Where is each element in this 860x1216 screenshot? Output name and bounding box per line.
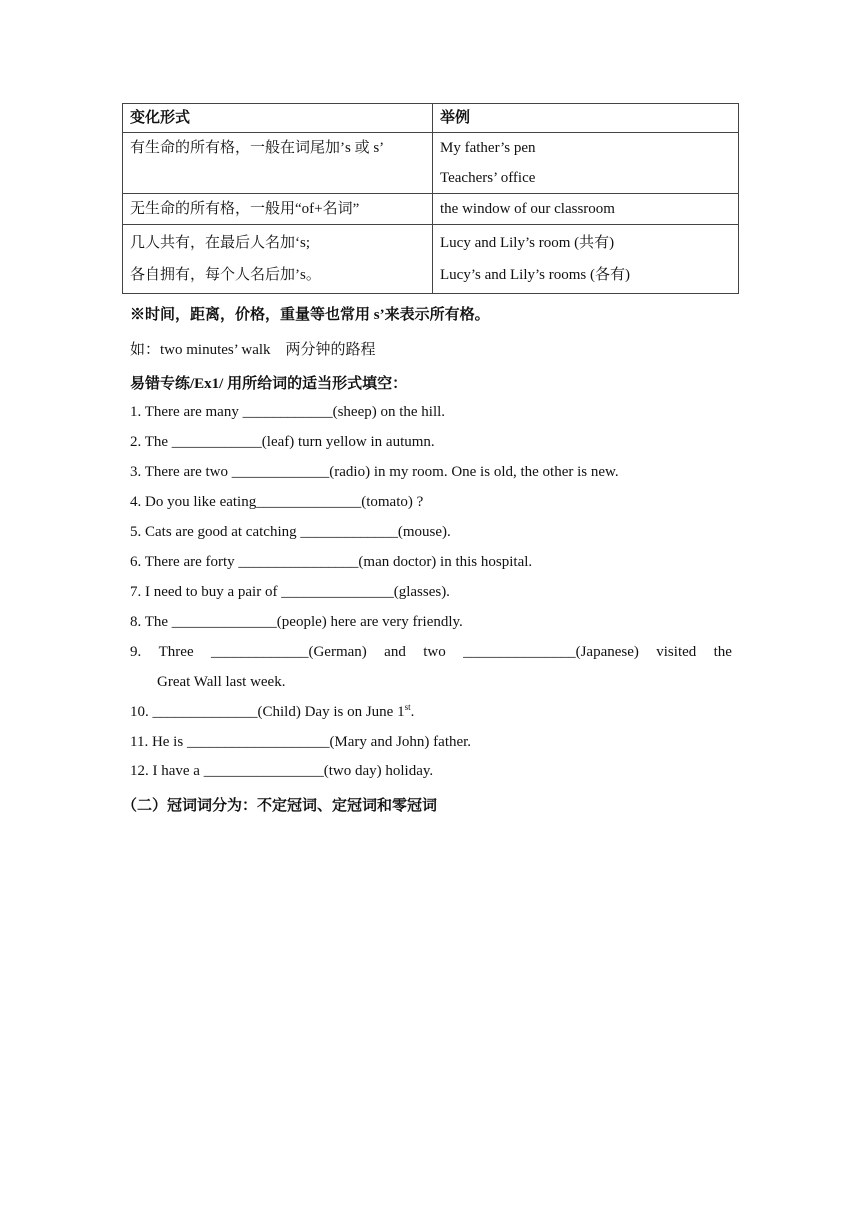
section-heading: （二）冠词词分为：不定冠词、定冠词和零冠词 <box>122 798 438 814</box>
table-cell-examples <box>433 194 739 225</box>
question-7: 7. I need to buy a pair of _______________(glasses). <box>130 584 450 600</box>
question-9-word: two <box>423 644 446 660</box>
question-12: 12. I have a ________________(two day) holiday. <box>130 763 434 779</box>
table-header-row <box>123 104 739 133</box>
question-3: 3. There are two _____________(radio) in my room. One is old, the other is new. <box>130 464 619 480</box>
ordinal-suffix: st <box>404 702 411 712</box>
example-text: Lucy and Lily’s room (共有) <box>440 235 615 251</box>
form-text: 各自拥有，每个人名后加’s。 <box>130 267 321 283</box>
table-cell-form <box>123 225 433 294</box>
question-10-end: . <box>410 704 415 720</box>
table-row <box>123 133 739 194</box>
question-5: 5. Cats are good at catching _____________(mouse). <box>130 524 451 540</box>
question-2: 2. The ____________(leaf) turn yellow in autumn. <box>130 434 435 450</box>
question-9-word: visited <box>656 644 697 660</box>
question-10 <box>130 704 732 721</box>
question-11: 11. He is ___________________(Mary and John) father. <box>130 734 472 750</box>
example-text: Teachers’ office <box>440 170 536 186</box>
question-9-word: the <box>713 644 732 660</box>
question-10-text: 10. ______________(Child) Day is on June 1 <box>130 704 405 720</box>
question-4: 4. Do you like eating______________(tomato) ? <box>130 494 424 510</box>
question-9-word: and <box>384 644 406 660</box>
example-line: 如：two minutes’ walk 两分钟的路程 <box>130 342 376 358</box>
table-header-example: 举例 <box>433 104 739 133</box>
table-cell-form <box>123 194 433 225</box>
question-9 <box>130 644 732 661</box>
example-text: the window of our classroom <box>440 201 615 217</box>
question-9-word: Three <box>158 644 194 660</box>
table-cell-form <box>123 133 433 194</box>
form-text: 无生命的所有格，一般用“of+名词” <box>130 201 360 217</box>
table-cell-examples <box>433 133 739 194</box>
question-9-word: 9. <box>130 644 142 660</box>
question-9-blank: _______________(Japanese) <box>463 644 639 660</box>
question-1: 1. There are many ____________(sheep) on the hill. <box>130 404 446 420</box>
exercise-title: 易错专练/Ex1/ 用所给词的适当形式填空： <box>130 376 408 392</box>
example-text: My father’s pen <box>440 140 536 156</box>
example-text: Lucy’s and Lily’s rooms (各有) <box>440 267 630 283</box>
question-6: 6. There are forty ________________(man doctor) in this hospital. <box>130 554 533 570</box>
possessive-note: ※时间，距离，价格，重量等也常用 s’来表示所有格。 <box>130 307 490 323</box>
form-text: 有生命的所有格，一般在词尾加’s 或 s’ <box>130 140 385 156</box>
possessive-rules-table <box>122 103 739 294</box>
table-header-form: 变化形式 <box>123 104 433 133</box>
question-9-blank: _____________(German) <box>210 644 367 660</box>
table-row <box>123 225 739 294</box>
table-row <box>123 194 739 225</box>
form-text: 几人共有，在最后人名加‘s; <box>130 235 311 251</box>
question-8: 8. The ______________(people) here are very friendly. <box>130 614 463 630</box>
table-cell-examples <box>433 225 739 294</box>
question-9-continuation: Great Wall last week. <box>157 674 286 690</box>
